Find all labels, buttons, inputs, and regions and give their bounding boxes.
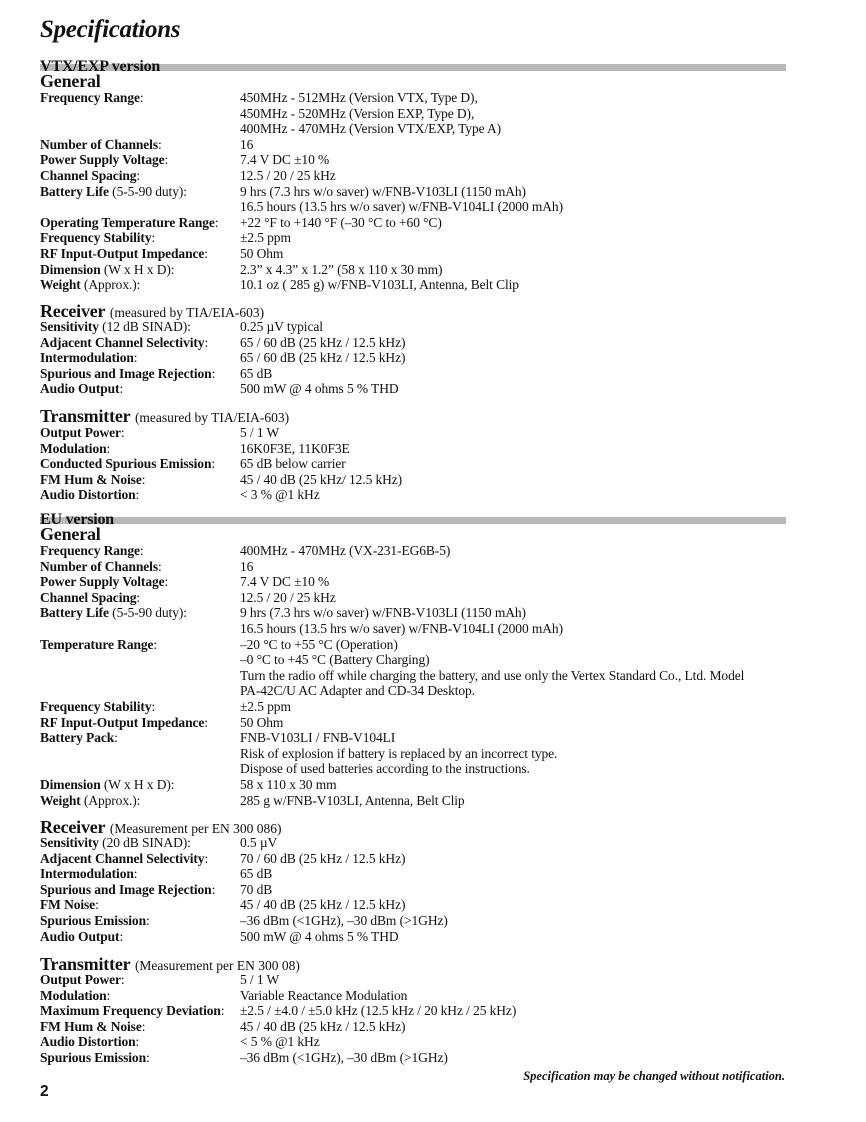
heading-note: (Measurement per EN 300 086) bbox=[109, 821, 282, 836]
spec-label-name: Output Power bbox=[40, 425, 121, 440]
spec-row bbox=[40, 882, 820, 898]
spec-row bbox=[40, 319, 820, 335]
spec-value bbox=[240, 543, 820, 559]
heading-label: General bbox=[40, 71, 101, 91]
spec-value-line: 450MHz - 520MHz (Version EXP, Type D), bbox=[240, 105, 475, 121]
spec-value-line: Dispose of used batteries according to the instructions. bbox=[240, 761, 530, 777]
spec-label-name: Modulation bbox=[40, 440, 107, 456]
spec-value-line: < 5 % @1 kHz bbox=[240, 1034, 320, 1050]
spec-label bbox=[40, 472, 240, 488]
spec-row bbox=[40, 262, 820, 278]
spec-label-name: FM Noise bbox=[40, 897, 96, 913]
heading-general-eu bbox=[40, 524, 101, 544]
spec-label-suffix: : bbox=[133, 350, 138, 366]
spec-row bbox=[40, 913, 820, 929]
spec-label-name: Sensitivity bbox=[40, 319, 99, 334]
spec-label-name: FM Hum & Noise bbox=[40, 1018, 142, 1034]
spec-label-name: Battery Life bbox=[40, 605, 109, 621]
spec-label-name: Temperature Range bbox=[40, 636, 154, 652]
spec-label-name: Channel Spacing bbox=[40, 589, 137, 605]
spec-label-suffix: (Approx.): bbox=[80, 792, 141, 808]
spec-label-suffix: : bbox=[106, 987, 111, 1003]
spec-label-name: Number of Channels bbox=[40, 558, 158, 574]
spec-label-suffix: : bbox=[106, 440, 111, 456]
spec-label bbox=[40, 319, 240, 335]
spec-value bbox=[240, 262, 820, 278]
spec-value-line: –36 dBm (<1GHz), –30 dBm (>1GHz) bbox=[240, 1049, 448, 1065]
spec-value-line: Variable Reactance Modulation bbox=[240, 987, 408, 1003]
spec-label-suffix: (W x H x D): bbox=[100, 261, 175, 277]
spec-list bbox=[40, 425, 820, 503]
spec-value bbox=[240, 246, 820, 262]
spec-list bbox=[40, 90, 820, 293]
spec-list bbox=[40, 972, 820, 1066]
spec-row bbox=[40, 152, 820, 168]
spec-label-name: Spurious Emission bbox=[40, 1049, 146, 1065]
spec-value-line: 16 bbox=[240, 136, 254, 152]
spec-label bbox=[40, 851, 240, 867]
spec-label-suffix: : bbox=[151, 698, 156, 714]
spec-value-line: 50 Ohm bbox=[240, 245, 284, 261]
spec-label-name: Frequency Stability bbox=[40, 698, 152, 714]
spec-value-line: 16.5 hours (13.5 hrs w/o saver) w/FNB-V104LI (2000 mAh) bbox=[240, 620, 563, 636]
spec-label-suffix: (Approx.): bbox=[80, 277, 141, 293]
spec-label-suffix: : bbox=[120, 425, 125, 440]
spec-label-name: Modulation bbox=[40, 987, 107, 1003]
spec-label-suffix: : bbox=[204, 245, 208, 261]
spec-value bbox=[240, 730, 820, 777]
spec-label bbox=[40, 184, 240, 215]
spec-row bbox=[40, 929, 820, 945]
spec-row bbox=[40, 215, 820, 231]
spec-label-name: Audio Distortion bbox=[40, 1034, 136, 1050]
spec-label-name: Battery Pack bbox=[40, 730, 115, 746]
spec-value bbox=[240, 230, 820, 246]
spec-value-line: 65 / 60 dB (25 kHz / 12.5 kHz) bbox=[240, 350, 406, 366]
heading-label: Receiver bbox=[40, 817, 106, 837]
version-header-eu bbox=[40, 513, 786, 529]
heading-general-vtx bbox=[40, 71, 101, 91]
spec-label bbox=[40, 972, 240, 988]
spec-label bbox=[40, 152, 240, 168]
spec-value bbox=[240, 366, 820, 382]
spec-row bbox=[40, 730, 820, 777]
spec-value bbox=[240, 350, 820, 366]
spec-row bbox=[40, 972, 820, 988]
spec-label bbox=[40, 487, 240, 503]
spec-row bbox=[40, 559, 820, 575]
spec-value bbox=[240, 335, 820, 351]
spec-row bbox=[40, 1019, 820, 1035]
spec-row bbox=[40, 472, 820, 488]
spec-label-suffix: : bbox=[95, 897, 99, 913]
section-divider bbox=[40, 517, 786, 524]
spec-value bbox=[240, 441, 820, 457]
spec-value bbox=[240, 882, 820, 898]
spec-row bbox=[40, 350, 820, 366]
spec-label-name: Number of Channels bbox=[40, 136, 158, 152]
spec-label-suffix: : bbox=[220, 1003, 225, 1019]
heading-label: Transmitter bbox=[40, 406, 131, 426]
spec-label-suffix: : bbox=[157, 558, 162, 574]
spec-row bbox=[40, 1050, 820, 1066]
spec-value-line: 400MHz - 470MHz (Version VTX/EXP, Type A) bbox=[240, 121, 502, 137]
spec-value-line: +22 °F to +140 °F (–30 °C to +60 °C) bbox=[240, 214, 442, 230]
spec-label-name: Frequency Range bbox=[40, 543, 140, 558]
spec-label-suffix: : bbox=[145, 912, 150, 928]
spec-row bbox=[40, 487, 820, 503]
spec-value-line: 16.5 hours (13.5 hrs w/o saver) w/FNB-V104LI (2000 mAh) bbox=[240, 199, 563, 215]
spec-value bbox=[240, 90, 820, 137]
spec-label-name: Channel Spacing bbox=[40, 167, 137, 183]
spec-label bbox=[40, 366, 240, 382]
spec-label-suffix: : bbox=[211, 365, 216, 381]
spec-row bbox=[40, 381, 820, 397]
spec-value-line: ±2.5 ppm bbox=[240, 230, 291, 246]
spec-value bbox=[240, 605, 820, 636]
spec-label-suffix: : bbox=[119, 928, 124, 944]
spec-label-name: Operating Temperature Range bbox=[40, 214, 215, 230]
spec-value bbox=[240, 456, 820, 472]
spec-value-line: 65 dB bbox=[240, 866, 273, 882]
spec-value-line: 400MHz - 470MHz (VX-231-EG6B-5) bbox=[240, 543, 451, 558]
spec-value bbox=[240, 472, 820, 488]
spec-label bbox=[40, 277, 240, 293]
spec-row bbox=[40, 777, 820, 793]
spec-row bbox=[40, 605, 820, 636]
spec-value-line: –20 °C to +55 °C (Operation) bbox=[240, 636, 398, 652]
spec-label-name: Spurious and Image Rejection bbox=[40, 881, 212, 897]
spec-label-suffix: : bbox=[133, 866, 138, 882]
spec-row bbox=[40, 793, 820, 809]
spec-value bbox=[240, 866, 820, 882]
spec-value-line: 10.1 oz ( 285 g) w/FNB-V103LI, Antenna, Belt Clip bbox=[240, 277, 519, 293]
heading-label: General bbox=[40, 524, 101, 544]
spec-label-suffix: : bbox=[139, 90, 144, 105]
spec-value-line: 12.5 / 20 / 25 kHz bbox=[240, 167, 336, 183]
spec-value bbox=[240, 1050, 820, 1066]
spec-label-suffix: : bbox=[114, 730, 118, 746]
spec-label-name: Audio Distortion bbox=[40, 487, 136, 503]
spec-label bbox=[40, 350, 240, 366]
spec-value bbox=[240, 851, 820, 867]
spec-value bbox=[240, 929, 820, 945]
spec-value bbox=[240, 184, 820, 215]
spec-value bbox=[240, 137, 820, 153]
spec-label-suffix: : bbox=[145, 1049, 150, 1065]
spec-label bbox=[40, 381, 240, 397]
spec-label-suffix: : bbox=[135, 487, 140, 503]
spec-label-name: Weight bbox=[40, 277, 81, 293]
spec-value-line: 500 mW @ 4 ohms 5 % THD bbox=[240, 928, 399, 944]
spec-label-suffix: : bbox=[141, 1018, 146, 1034]
spec-label-suffix: : bbox=[211, 881, 216, 897]
version-label: VTX/EXP version bbox=[40, 58, 161, 75]
spec-label-name: Spurious Emission bbox=[40, 912, 146, 928]
spec-value-line: 9 hrs (7.3 hrs w/o saver) w/FNB-V103LI (1150 mAh) bbox=[240, 605, 526, 621]
spec-value bbox=[240, 319, 820, 335]
spec-label-suffix: (5-5-90 duty): bbox=[108, 605, 187, 621]
spec-label-name: Weight bbox=[40, 792, 81, 808]
spec-label-suffix: : bbox=[135, 1034, 140, 1050]
spec-value bbox=[240, 637, 820, 699]
spec-label bbox=[40, 246, 240, 262]
spec-value-line: 5 / 1 W bbox=[240, 425, 280, 440]
spec-value bbox=[240, 425, 820, 441]
spec-label-suffix: (5-5-90 duty): bbox=[108, 183, 187, 199]
spec-label bbox=[40, 793, 240, 809]
spec-label-name: Intermodulation bbox=[40, 866, 134, 882]
spec-row bbox=[40, 988, 820, 1004]
spec-value bbox=[240, 988, 820, 1004]
spec-value bbox=[240, 699, 820, 715]
spec-row bbox=[40, 366, 820, 382]
spec-label bbox=[40, 559, 240, 575]
spec-label bbox=[40, 1019, 240, 1035]
spec-value-line: < 3 % @1 kHz bbox=[240, 487, 320, 503]
spec-row bbox=[40, 1003, 820, 1019]
spec-value bbox=[240, 897, 820, 913]
spec-value bbox=[240, 574, 820, 590]
spec-label bbox=[40, 543, 240, 559]
spec-label-suffix: : bbox=[214, 214, 219, 230]
spec-label bbox=[40, 866, 240, 882]
spec-value-line: 65 / 60 dB (25 kHz / 12.5 kHz) bbox=[240, 334, 406, 350]
spec-value-line: 16 bbox=[240, 558, 254, 574]
spec-label-suffix: : bbox=[136, 589, 141, 605]
spec-row bbox=[40, 699, 820, 715]
spec-value-line: 9 hrs (7.3 hrs w/o saver) w/FNB-V103LI (1150 mAh) bbox=[240, 183, 526, 199]
heading-label: Transmitter bbox=[40, 954, 131, 974]
page-title: Specifications bbox=[40, 16, 181, 43]
spec-label-suffix: : bbox=[204, 850, 209, 866]
spec-value-line: Turn the radio off while charging the battery, and use only the Vertex Standard Co., Ltd. Model bbox=[240, 667, 745, 683]
spec-label bbox=[40, 882, 240, 898]
spec-value bbox=[240, 277, 820, 293]
spec-value-line: 5 / 1 W bbox=[240, 972, 280, 987]
spec-label bbox=[40, 574, 240, 590]
spec-label bbox=[40, 1003, 240, 1019]
spec-value-line: 45 / 40 dB (25 kHz/ 12.5 kHz) bbox=[240, 471, 403, 487]
spec-value-line: ±2.5 / ±4.0 / ±5.0 kHz (12.5 kHz / 20 kHz / 25 kHz) bbox=[240, 1003, 517, 1019]
heading-note: (Measurement per EN 300 08) bbox=[134, 958, 300, 973]
spec-value bbox=[240, 215, 820, 231]
spec-row bbox=[40, 897, 820, 913]
spec-value-line: Risk of explosion if battery is replaced by an incorrect type. bbox=[240, 745, 558, 761]
spec-value-line: 500 mW @ 4 ohms 5 % THD bbox=[240, 381, 399, 397]
spec-label-suffix: : bbox=[119, 381, 124, 397]
spec-label-name: RF Input-Output Impedance bbox=[40, 714, 205, 730]
spec-label bbox=[40, 835, 240, 851]
spec-row bbox=[40, 425, 820, 441]
spec-label-name: Conducted Spurious Emission bbox=[40, 456, 212, 472]
spec-value bbox=[240, 1003, 820, 1019]
spec-value-line: 0.25 µV typical bbox=[240, 319, 323, 334]
version-label: EU version bbox=[40, 511, 115, 528]
spec-label bbox=[40, 1050, 240, 1066]
spec-label bbox=[40, 637, 240, 699]
spec-row bbox=[40, 543, 820, 559]
spec-label-name: Spurious and Image Rejection bbox=[40, 365, 212, 381]
spec-value-line: PA-42C/U AC Adapter and CD-34 Desktop. bbox=[240, 683, 475, 699]
spec-value-line: –0 °C to +45 °C (Battery Charging) bbox=[240, 652, 430, 668]
spec-label bbox=[40, 715, 240, 731]
spec-value-line: 70 / 60 dB (25 kHz / 12.5 kHz) bbox=[240, 850, 406, 866]
spec-row bbox=[40, 851, 820, 867]
spec-value bbox=[240, 835, 820, 851]
spec-value-line: 16K0F3E, 11K0F3E bbox=[240, 440, 350, 456]
spec-label-suffix: : bbox=[164, 152, 169, 168]
spec-label-name: Output Power bbox=[40, 972, 121, 987]
spec-label-name: Power Supply Voltage bbox=[40, 574, 165, 590]
spec-label bbox=[40, 1034, 240, 1050]
spec-row bbox=[40, 456, 820, 472]
spec-value bbox=[240, 793, 820, 809]
spec-row bbox=[40, 441, 820, 457]
spec-label-suffix: : bbox=[204, 334, 209, 350]
spec-label-suffix: : bbox=[204, 714, 208, 730]
spec-value-line: 2.3” x 4.3” x 1.2” (58 x 110 x 30 mm) bbox=[240, 261, 443, 277]
spec-label-suffix: : bbox=[211, 456, 216, 472]
spec-value bbox=[240, 559, 820, 575]
spec-label-name: Audio Output bbox=[40, 381, 120, 397]
spec-label bbox=[40, 590, 240, 606]
spec-label-name: Adjacent Channel Selectivity bbox=[40, 334, 205, 350]
spec-label-suffix: : bbox=[139, 543, 144, 558]
spec-value bbox=[240, 1019, 820, 1035]
spec-row bbox=[40, 184, 820, 215]
spec-row bbox=[40, 90, 820, 137]
spec-row bbox=[40, 335, 820, 351]
spec-value-line: 285 g w/FNB-V103LI, Antenna, Belt Clip bbox=[240, 792, 465, 808]
spec-value-line: FNB-V103LI / FNB-V104LI bbox=[240, 730, 396, 746]
spec-label-name: Frequency Range bbox=[40, 90, 140, 105]
spec-list bbox=[40, 319, 820, 397]
spec-value bbox=[240, 972, 820, 988]
spec-value bbox=[240, 381, 820, 397]
spec-label bbox=[40, 168, 240, 184]
spec-label-name: Sensitivity bbox=[40, 835, 99, 850]
spec-label bbox=[40, 90, 240, 137]
spec-row bbox=[40, 230, 820, 246]
spec-value-line: 70 dB bbox=[240, 881, 273, 897]
spec-value-line: 45 / 40 dB (25 kHz / 12.5 kHz) bbox=[240, 1018, 406, 1034]
spec-label bbox=[40, 730, 240, 777]
spec-label-name: Dimension bbox=[40, 776, 101, 792]
spec-label-name: FM Hum & Noise bbox=[40, 471, 142, 487]
spec-label bbox=[40, 929, 240, 945]
version-header-vtx bbox=[40, 60, 786, 76]
footnote: Specification may be changed without notification. bbox=[523, 1069, 785, 1083]
spec-label bbox=[40, 137, 240, 153]
spec-label-name: Power Supply Voltage bbox=[40, 152, 165, 168]
spec-label bbox=[40, 988, 240, 1004]
spec-row bbox=[40, 1034, 820, 1050]
spec-row bbox=[40, 590, 820, 606]
spec-label bbox=[40, 456, 240, 472]
spec-value bbox=[240, 168, 820, 184]
spec-value-line: 45 / 40 dB (25 kHz / 12.5 kHz) bbox=[240, 897, 406, 913]
spec-value-line: 0.5 µV bbox=[240, 835, 278, 850]
spec-row bbox=[40, 277, 820, 293]
spec-row bbox=[40, 866, 820, 882]
spec-row bbox=[40, 574, 820, 590]
spec-row bbox=[40, 835, 820, 851]
spec-value bbox=[240, 152, 820, 168]
spec-value bbox=[240, 715, 820, 731]
spec-label-name: Frequency Stability bbox=[40, 230, 152, 246]
spec-label-suffix: : bbox=[153, 636, 158, 652]
spec-label bbox=[40, 777, 240, 793]
spec-value-line: 58 x 110 x 30 mm bbox=[240, 776, 337, 792]
spec-value-line: 7.4 V DC ±10 % bbox=[240, 152, 330, 168]
spec-label-suffix: : bbox=[120, 972, 125, 987]
spec-label-suffix: : bbox=[164, 574, 169, 590]
spec-label bbox=[40, 230, 240, 246]
spec-label-name: Adjacent Channel Selectivity bbox=[40, 850, 205, 866]
spec-value-line: 7.4 V DC ±10 % bbox=[240, 574, 330, 590]
heading-label: Receiver bbox=[40, 301, 106, 321]
spec-value-line: 450MHz - 512MHz (Version VTX, Type D), bbox=[240, 90, 478, 105]
spec-label bbox=[40, 335, 240, 351]
spec-row bbox=[40, 715, 820, 731]
spec-label-suffix: : bbox=[141, 471, 146, 487]
spec-label bbox=[40, 215, 240, 231]
spec-label bbox=[40, 425, 240, 441]
spec-label bbox=[40, 897, 240, 913]
spec-label bbox=[40, 699, 240, 715]
spec-value-line: 12.5 / 20 / 25 kHz bbox=[240, 589, 336, 605]
spec-label-name: Maximum Frequency Deviation bbox=[40, 1003, 221, 1019]
spec-value-line: 65 dB bbox=[240, 365, 273, 381]
spec-value bbox=[240, 913, 820, 929]
spec-row bbox=[40, 246, 820, 262]
spec-label-name: Audio Output bbox=[40, 928, 120, 944]
spec-label-name: Intermodulation bbox=[40, 350, 134, 366]
spec-label bbox=[40, 605, 240, 636]
spec-label bbox=[40, 262, 240, 278]
spec-label bbox=[40, 913, 240, 929]
spec-label bbox=[40, 441, 240, 457]
spec-list bbox=[40, 835, 820, 944]
spec-label-suffix: (W x H x D): bbox=[100, 776, 175, 792]
spec-value-line: 65 dB below carrier bbox=[240, 456, 346, 472]
spec-label-name: Battery Life bbox=[40, 183, 109, 199]
spec-label-name: RF Input-Output Impedance bbox=[40, 245, 205, 261]
spec-label-suffix: : bbox=[157, 136, 162, 152]
spec-label-suffix: (20 dB SINAD): bbox=[98, 835, 191, 850]
spec-value bbox=[240, 1034, 820, 1050]
spec-value-line: –36 dBm (<1GHz), –30 dBm (>1GHz) bbox=[240, 912, 448, 928]
spec-row bbox=[40, 637, 820, 699]
spec-row bbox=[40, 137, 820, 153]
spec-list bbox=[40, 543, 820, 808]
spec-label-suffix: (12 dB SINAD): bbox=[98, 319, 191, 334]
spec-label-suffix: : bbox=[136, 167, 141, 183]
spec-value bbox=[240, 777, 820, 793]
heading-note: (measured by TIA/EIA-603) bbox=[134, 410, 290, 425]
spec-value-line: ±2.5 ppm bbox=[240, 698, 291, 714]
spec-label-name: Dimension bbox=[40, 261, 101, 277]
spec-value bbox=[240, 590, 820, 606]
page-number: 2 bbox=[40, 1083, 49, 1100]
spec-value bbox=[240, 487, 820, 503]
spec-label-suffix: : bbox=[151, 230, 156, 246]
spec-row bbox=[40, 168, 820, 184]
spec-value-line: 50 Ohm bbox=[240, 714, 284, 730]
heading-note: (measured by TIA/EIA-603) bbox=[109, 305, 265, 320]
